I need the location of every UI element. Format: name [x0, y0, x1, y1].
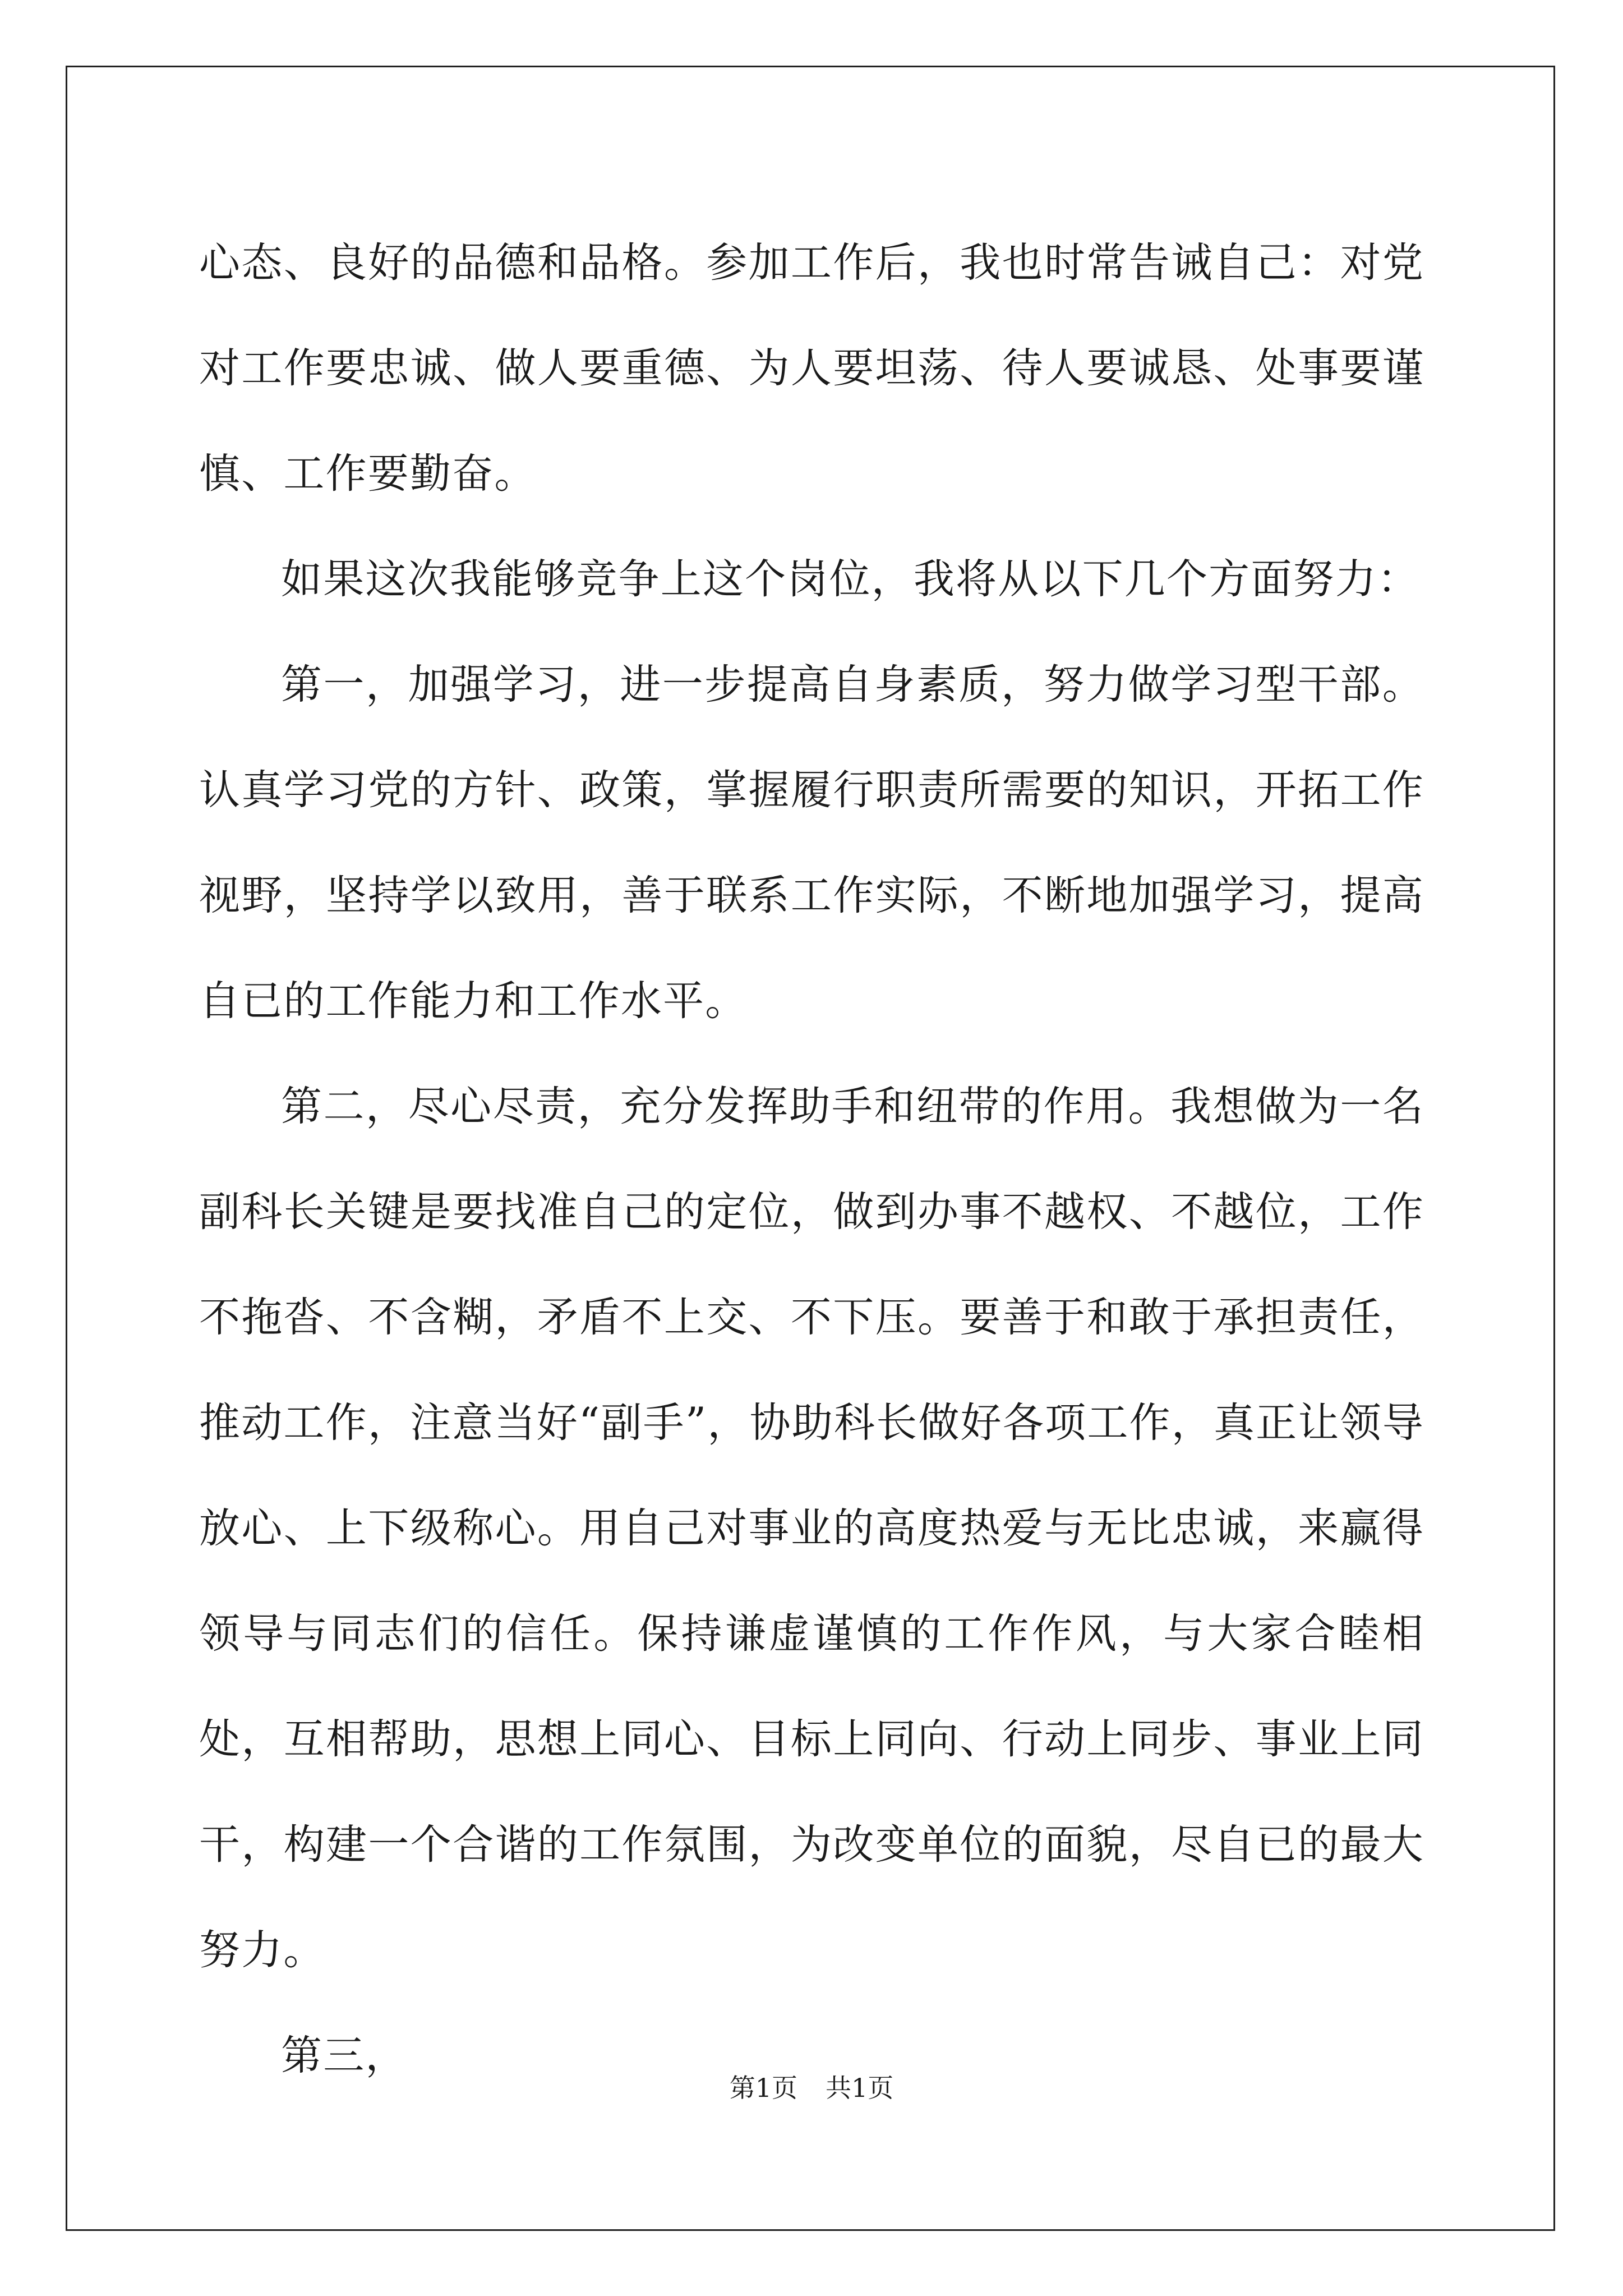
- page-footer: [0, 2071, 1623, 2105]
- page-total: 共1页: [826, 2073, 894, 2103]
- paragraph-1: 心态、良好的品德和品格。参加工作后，我也时常告诫自己：对党对工作要忠诚、做人要重德、为人要坦荡、待人要诚恳、处事要谨慎、工作要勤奋。: [199, 239, 1424, 498]
- paragraph-3: 第一，加强学习，进一步提高自身素质，努力做学习型干部。认真学习党的方针、政策，掌握履行职责所需要的知识，开拓工作视野，坚持学以致用，善于联系工作实际，不断地加强学习，提高自已的工作能力和工作水平。: [199, 661, 1424, 1025]
- paragraph-4: 第二，尽心尽责，充分发挥助手和纽带的作用。我想做为一名副科长关键是要找准自己的定位，做到办事不越权、不越位，工作不拖沓、不含糊，矛盾不上交、不下压。要善于和敢于承担责任，推动工作，注意当好“副手”，协助科长做好各项工作，真正让领导放心、上下级称心。用自己对事业的高度热爱与无比忠诚，来赢得领导与同志们的信任。保持谦虚谨慎的工作作风，与大家合睦相处，互相帮助，思想上同心、目标上同向、行动上同步、事业上同干，构建一个合谐的工作氛围，为改变单位的面貌，尽自已的最大努力。: [199, 1083, 1424, 1974]
- paragraph-5: 第三，: [281, 2032, 408, 2079]
- paragraph-2: 如果这次我能够竞争上这个岗位，我将从以下几个方面努力：: [281, 555, 1420, 603]
- document-body: [199, 210, 1424, 2109]
- page-number: 第1页: [729, 2073, 797, 2103]
